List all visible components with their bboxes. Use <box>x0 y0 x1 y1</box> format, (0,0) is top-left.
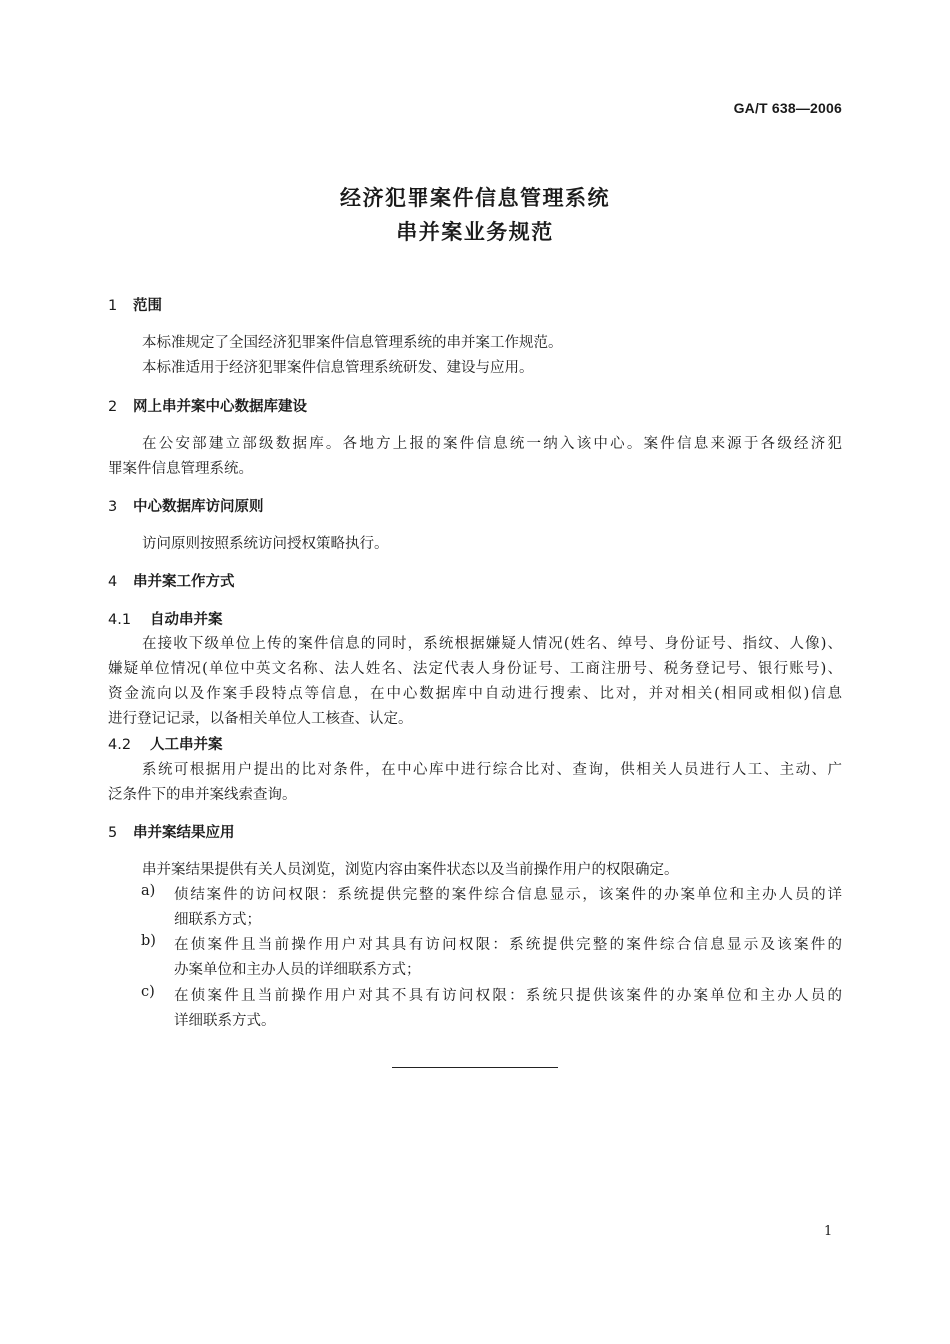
section-title: 串并案工作方式 <box>133 574 235 590</box>
list-marker: c) <box>141 984 155 1000</box>
page-number: 1 <box>824 1224 833 1239</box>
section-title: 范围 <box>133 298 162 314</box>
list-marker: a) <box>141 883 156 899</box>
paragraph-line: 嫌疑单位情况(单位中英文名称、法人姓名、法定代表人身份证号、工商注册号、税务登记号、银行账号)、 <box>108 661 842 677</box>
section-5-heading <box>108 821 235 842</box>
list-item-line: 详细联系方式。 <box>174 1013 276 1029</box>
paragraph-line: 资金流向以及作案手段特点等信息，在中心数据库中自动进行搜索、比对，并对相关(相同或相似)信息 <box>108 686 842 702</box>
section-title: 自动串并案 <box>150 612 223 628</box>
section-title: 串并案结果应用 <box>133 825 235 841</box>
paragraph-line: 在公安部建立部级数据库。各地方上报的案件信息统一纳入该中心。案件信息来源于各级经济犯 <box>142 436 842 452</box>
list-item-line: 侦结案件的访问权限：系统提供完整的案件综合信息显示，该案件的办案单位和主办人员的详 <box>174 887 842 903</box>
subsection-4-2-heading <box>108 733 223 754</box>
section-3-heading <box>108 495 264 516</box>
standard-code: GA/T 638—2006 <box>733 100 842 116</box>
subsection-4-1-heading <box>108 608 223 629</box>
paragraph: 本标准适用于经济犯罪案件信息管理系统研发、建设与应用。 <box>142 360 534 376</box>
document-subtitle: 串并案业务规范 <box>396 220 554 244</box>
section-number: 3 <box>108 499 118 515</box>
paragraph: 本标准规定了全国经济犯罪案件信息管理系统的串并案工作规范。 <box>142 335 563 351</box>
section-number: 4 <box>108 574 118 590</box>
paragraph-line: 罪案件信息管理系统。 <box>108 461 253 477</box>
section-2-heading <box>108 395 307 416</box>
paragraph-line: 进行登记记录，以备相关单位人工核查、认定。 <box>108 711 413 727</box>
section-1-heading <box>108 294 162 315</box>
section-number: 4.1 <box>108 612 132 628</box>
paragraph: 访问原则按照系统访问授权策略执行。 <box>142 536 389 552</box>
section-number: 5 <box>108 825 118 841</box>
end-rule <box>392 1067 558 1068</box>
paragraph-line: 在接收下级单位上传的案件信息的同时，系统根据嫌疑人情况(姓名、绰号、身份证号、指纹、人像)、 <box>142 636 842 652</box>
section-number: 2 <box>108 399 118 415</box>
document-title: 经济犯罪案件信息管理系统 <box>340 186 610 210</box>
list-item-line: 在侦案件且当前操作用户对其具有访问权限：系统提供完整的案件综合信息显示及该案件的 <box>174 937 842 953</box>
section-4-heading <box>108 570 235 591</box>
section-title: 人工串并案 <box>150 737 223 753</box>
section-title: 中心数据库访问原则 <box>133 499 264 515</box>
section-number: 1 <box>108 298 118 314</box>
list-marker: b) <box>141 933 156 949</box>
list-item-line: 办案单位和主办人员的详细联系方式； <box>174 962 421 978</box>
section-title: 网上串并案中心数据库建设 <box>133 399 307 415</box>
paragraph: 串并案结果提供有关人员浏览，浏览内容由案件状态以及当前操作用户的权限确定。 <box>142 862 679 878</box>
paragraph-line: 泛条件下的串并案线索查询。 <box>108 787 297 803</box>
list-item-line: 在侦案件且当前操作用户对其不具有访问权限：系统只提供该案件的办案单位和主办人员的 <box>174 988 842 1004</box>
section-number: 4.2 <box>108 737 132 753</box>
list-item-line: 细联系方式； <box>174 912 261 928</box>
paragraph-line: 系统可根据用户提出的比对条件，在中心库中进行综合比对、查询，供相关人员进行人工、主动、广 <box>142 762 842 778</box>
